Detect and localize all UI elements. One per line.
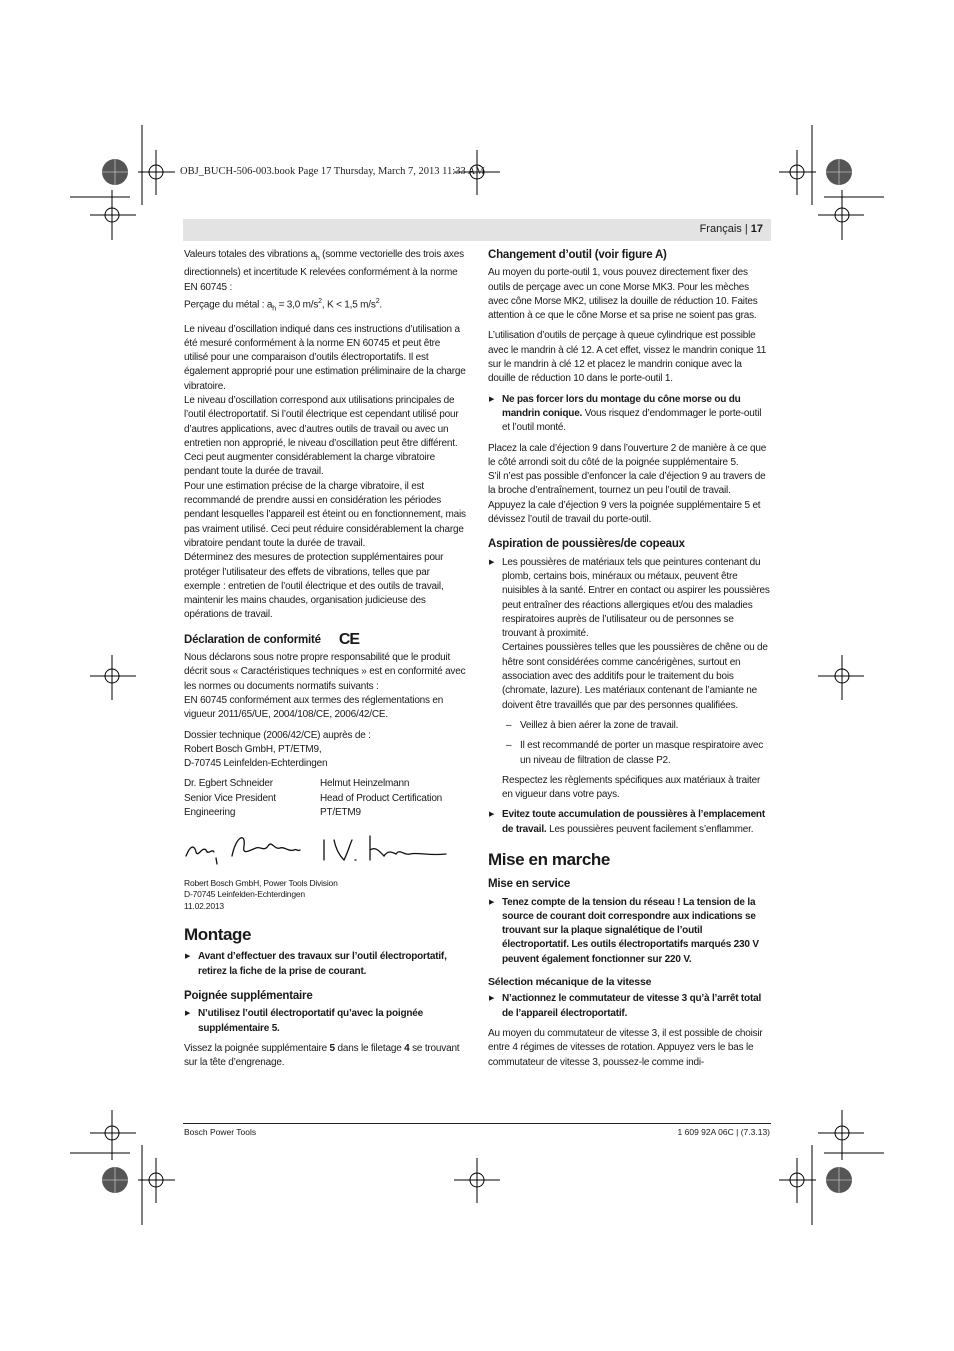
vibration-values: Valeurs totales des vibrations $a_h$ (somme vectorielle des trois axes directionnels) et incertitude K relevées conformément à la norme EN 60745 : Perçage du métal : $a_h = 3,0$ $m/s^2$, K < 1,5 $m/s^2$. (184, 249, 464, 313)
changement-paragraph-4: S’il n’est pas possible d’enfoncer la cale d’éjection 9 au travers de la broche d’entraînement, tournez un peu l’outil de travail. (488, 471, 766, 497)
handwritten-signatures (184, 826, 464, 868)
dossier-line-1: Dossier technique (2006/42/CE) auprès de : (184, 729, 371, 741)
changement-paragraph-5: Appuyez la cale d’éjection 9 vers la poignée supplémentaire 5 et dévissez l’outil de travail du porte-outil. (488, 499, 761, 526)
montage-warning: ▶ Avant d’effectuer des travaux sur l’outil électroportatif, retirez la fiche de la prise de courant. (184, 950, 466, 979)
aspiration-warning-3: ▶ Evitez toute accumulation de poussières à l’emplacement de travail. Les poussières peuvent facilement s’enflammer. (488, 808, 770, 837)
dossier-line-2: Robert Bosch GmbH, PT/ETM9, (184, 743, 322, 755)
mise-en-marche-heading: Mise en marche (488, 849, 610, 869)
oscillation-paragraph-3: Pour une estimation précise de la charge vibratoire, il est recommandé de prendre aussi en considération les périodes pendant lesquelles l’appareil est éteint ou en fonctionnement, mais pas vraiment utilisé. Ceci peut réduire considérablement la charge vibratoire pendant toute la durée de travail. (184, 480, 466, 549)
vitesse-paragraph: Au moyen du commutateur de vitesse 3, il est possible de choisir entre 4 régimes de vitesses de rotation. Appuyez vers le bas le commutateur de vitesse 3, poussez-le comme indi- (488, 1027, 763, 1068)
oscillation-paragraph-1: Le niveau d’oscillation indiqué dans ces instructions d’utilisation a été mesuré conformément à la norme EN 60745 et peut être utilisé pour une comparaison d’outils électroportatifs. Il est également approprié pour une estimation préliminaire de la charge vibratoire. (184, 323, 466, 392)
page-number: 17 (750, 223, 763, 235)
footer-rule (183, 1123, 771, 1124)
signatory-2: Helmut Heinzelmann Head of Product Certification PT/ETM9 (320, 778, 443, 819)
declaration-text-2: EN 60745 conformément aux termes des réglementations en vigueur 2011/65/UE, 2004/108/CE, 2006/42/CE. (184, 694, 444, 721)
left-column (184, 248, 466, 1076)
vitesse-warning: ▶ N’actionnez le commutateur de vitesse 3 qu’à l’arrêt total de l’appareil électroportatif. (488, 992, 770, 1021)
changement-heading: Changement d’outil (voir figure A) (488, 249, 667, 261)
footer-brand: Bosch Power Tools (184, 1127, 257, 1137)
vitesse-heading: Sélection mécanique de la vitesse (488, 976, 652, 989)
declaration-heading: Déclaration de conformité CE (184, 630, 360, 648)
header-separator: | (744, 223, 748, 235)
poignee-heading: Poignée supplémentaire (184, 990, 313, 1002)
aspiration-heading: Aspiration de poussières/de copeaux (488, 538, 685, 551)
changement-warning: ▶ Ne pas forcer lors du montage du cône morse ou du mandrin conique. Vous risquez d’endommager le porte-outil et l’outil monté. (488, 393, 770, 436)
header-label (700, 223, 763, 235)
company-address: Robert Bosch GmbH, Power Tools Division D-70745 Leinfelden-Echterdingen 11.02.2013 (184, 877, 338, 911)
aspiration-dash-2: – Il est recommandé de porter un masque respiratoire avec un niveau de filtration de classe P2. (488, 739, 770, 768)
montage-heading: Montage (184, 925, 252, 945)
signatory-1: Dr. Egbert Schneider Senior Vice President Engineering (184, 778, 276, 819)
aspiration-paragraph: Respectez les règlements spécifiques aux matériaux à traiter en vigueur dans votre pays. (502, 774, 761, 801)
right-column (488, 248, 770, 1076)
mise-en-service-heading: Mise en service (488, 878, 571, 891)
oscillation-paragraph-2: Le niveau d’oscillation correspond aux utilisations principales de l’outil électroportatif. Si l’outil électrique est cependant utilisé pour d’autres applications, avec d’autres outils de travail ou avec un entretien non approprié, le niveau d’oscillation peut être différent. Ceci peut augmenter considérablement la charge vibratoire pendant toute la durée de travail. (184, 395, 459, 478)
signatories (184, 777, 466, 820)
header-language: Français (699, 223, 742, 235)
changement-paragraph-2: L’utilisation d’outils de perçage à queue cylindrique est possible avec le mandrin à clé 12. A cet effet, vissez le mandrin conique 11 sur le mandrin à clé 12 et placez le mandrin conique avec la douille de réduction 10 dans le porte-outil 1. (488, 330, 767, 385)
service-warning: ▶ Tenez compte de la tension du réseau ! La tension de la source de courant doit correspondre aux indications se trouvant sur la plaque signalétique de l’outil électroportatif. Les outils électroportatifs marqués 230 V peuvent également fonctionner sur 220 V. (488, 896, 770, 967)
footer-doc-number: 1 609 92A 06C | (7.3.13) (677, 1127, 770, 1137)
poignee-warning: ▶ N’utilisez l’outil électroportatif qu’avec la poignée supplémentaire 5. (184, 1007, 466, 1036)
print-info-line: OBJ_BUCH-506-003.book Page 17 Thursday, March 7, 2013 11:33 AM (180, 166, 485, 177)
dossier-line-3: D-70745 Leinfelden-Echterdingen (184, 758, 328, 770)
ce-mark-icon: CE (338, 630, 360, 648)
changement-paragraph-1: Au moyen du porte-outil 1, vous pouvez directement fixer des outils de perçage avec un cone Morse MK3. Pour les mèches avec cône Morse MK2, utilisez la douille de réduction 10. Faites attention à ce que le cône Morse et sa prise ne soient pas gras. (488, 267, 758, 322)
oscillation-paragraph-4: Déterminez des mesures de protection supplémentaires pour protéger l’utilisateur des effets de vibrations, telles que par exemple : entretien de l’outil électrique et des outils de travail, maintenir les mains chaudes, organisation judicieuse des opérations de travail. (184, 552, 444, 621)
page-header (183, 219, 771, 241)
declaration-text-1: Nous déclarons sous notre propre responsabilité que le produit décrit sous « Caractéristiques techniques » est en conformité avec les normes ou documents normatifs suivants : (184, 652, 466, 692)
changement-paragraph-3: Placez la cale d’éjection 9 dans l’ouverture 2 de manière à ce que le côté arrondi soit du côté de la poignée supplémentaire 5. (488, 442, 767, 468)
aspiration-dash-1: – Veillez à bien aérer la zone de travail. (488, 719, 770, 733)
aspiration-warning-2: Certaines poussières telles que les poussières de chêne ou de hêtre sont considérées comme cancérigènes, surtout en association avec des additifs pour le traitement du bois (chromate, lazure). Les matériaux contenant de l’amiante ne doivent être travaillés que par des personnes qualifiées. (502, 642, 768, 711)
poignee-paragraph: Vissez la poignée supplémentaire 5 dans le filetage 4 se trouvant sur la tête d’engrenage. (184, 1042, 460, 1069)
aspiration-warning-1: ▶ Les poussières de matériaux tels que peintures contenant du plomb, certains bois, minéraux ou métaux, peuvent être nuisibles à la santé. Entrer en contact ou aspirer les poussières peut entraîner des réactions allergiques et/ou des maladies respiratoires auprès de l’utilisateur ou de personnes se trouvant à proximité. (488, 556, 770, 642)
